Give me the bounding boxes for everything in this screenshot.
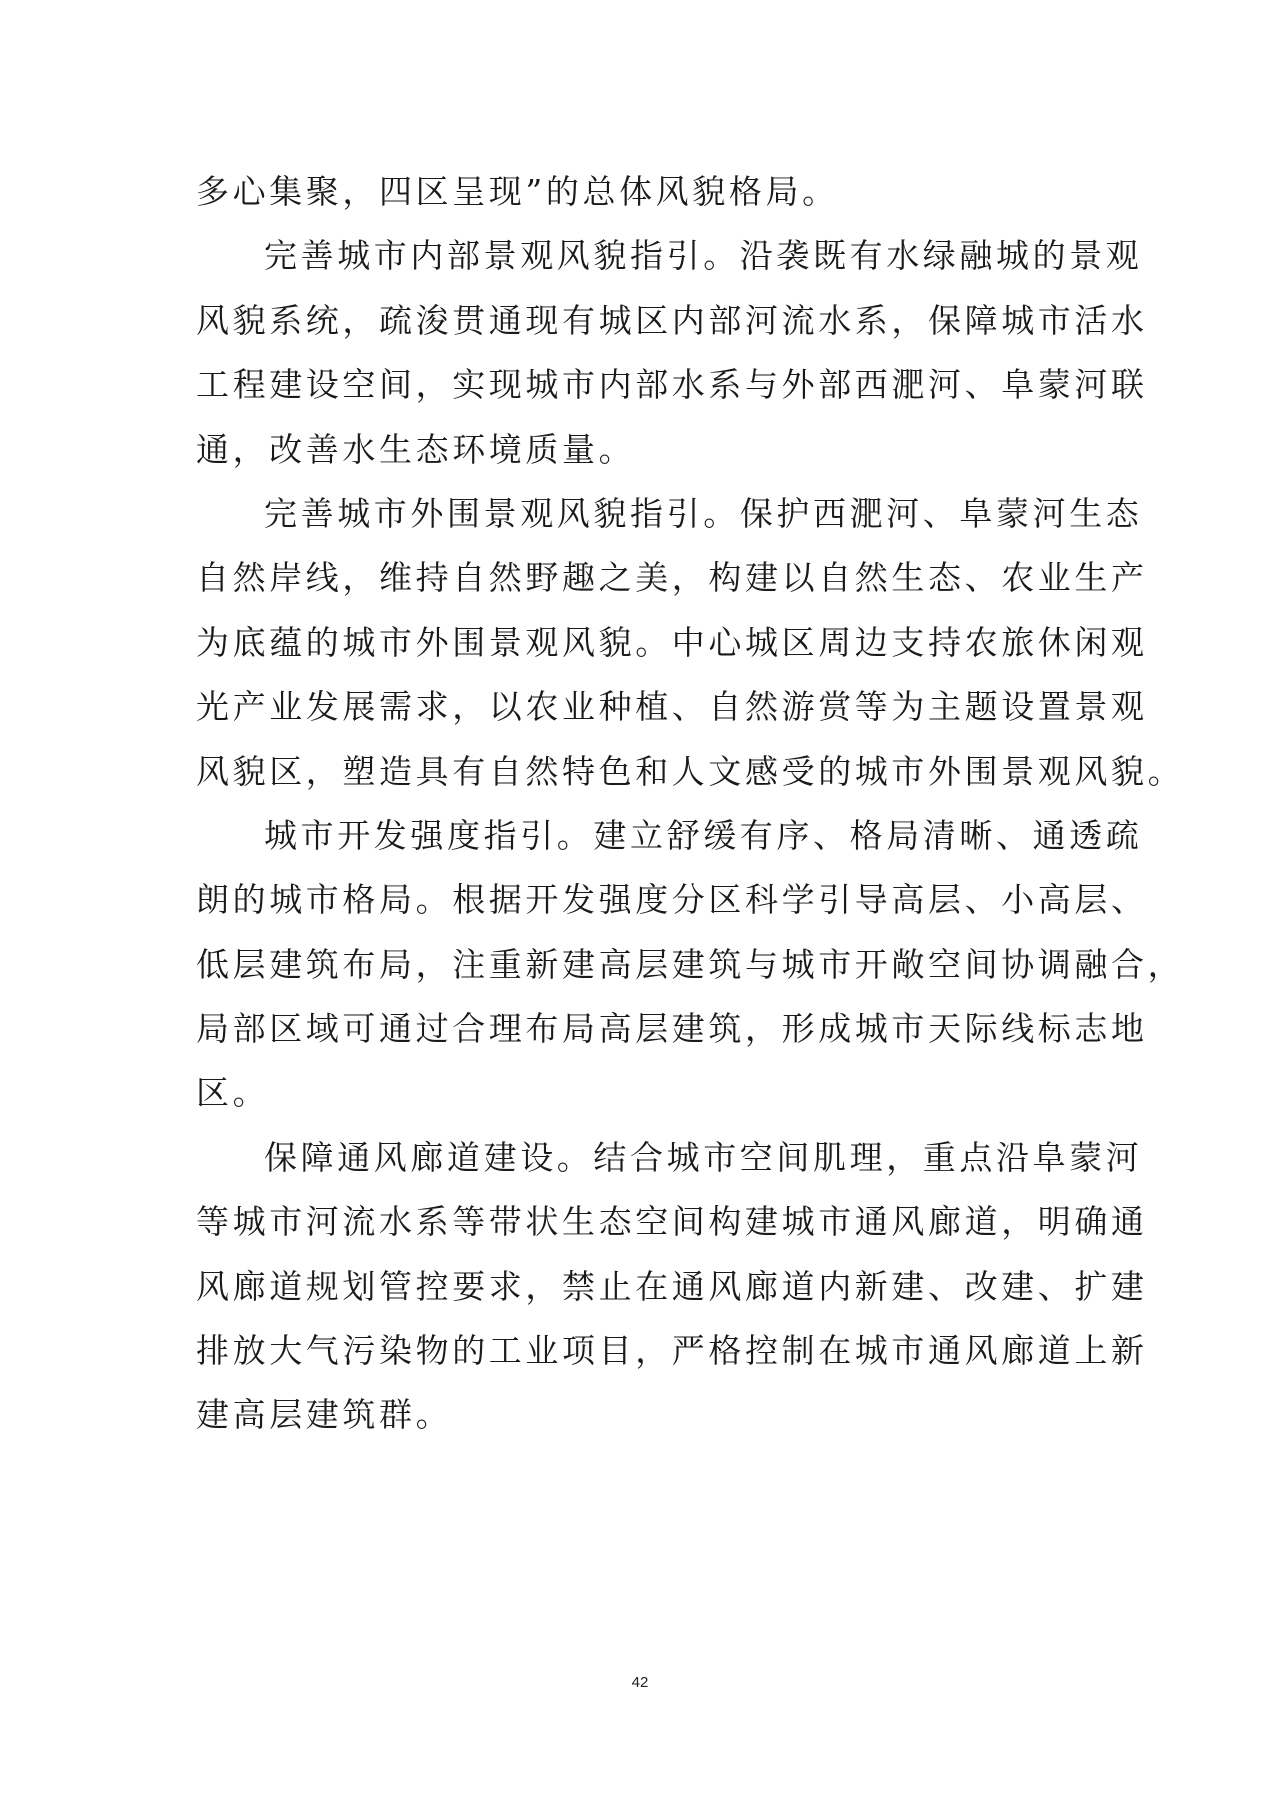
page-number: 42 <box>631 1674 649 1691</box>
text-line: 风廊道规划管控要求，禁止在通风廊道内新建、改建、扩建 <box>196 1266 1148 1306</box>
text-line: 完善城市内部景观风貌指引。沿袭既有水绿融城的景观 <box>264 236 1143 276</box>
text-line: 工程建设空间，实现城市内部水系与外部西淝河、阜蒙河联 <box>196 365 1148 405</box>
text-line: 等城市河流水系等带状生态空间构建城市通风廊道，明确通 <box>196 1202 1148 1242</box>
text-line: 完善城市外围景观风貌指引。保护西淝河、阜蒙河生态 <box>264 493 1143 533</box>
text-line: 风貌系统，疏浚贯通现有城区内部河流水系，保障城市活水 <box>196 300 1148 340</box>
text-line: 光产业发展需求，以农业种植、自然游赏等为主题设置景观 <box>196 687 1148 727</box>
text-line: 朗的城市格局。根据开发强度分区科学引导高层、小高层、 <box>196 880 1148 920</box>
text-line: 低层建筑布局，注重新建高层建筑与城市开敞空间协调融合， <box>196 944 1185 984</box>
text-line: 建高层建筑群。 <box>196 1395 453 1435</box>
text-line: 通，改善水生态环境质量。 <box>196 429 636 469</box>
text-line: 为底蕴的城市外围景观风貌。中心城区周边支持农旅休闲观 <box>196 622 1148 662</box>
text-line: 风貌区，塑造具有自然特色和人文感受的城市外围景观风貌。 <box>196 751 1185 791</box>
text-line: 保障通风廊道建设。结合城市空间肌理，重点沿阜蒙河 <box>264 1137 1143 1177</box>
text-line: 局部区域可通过合理布局高层建筑，形成城市天际线标志地 <box>196 1009 1148 1049</box>
text-line: 城市开发强度指引。建立舒缓有序、格局清晰、通透疏 <box>264 815 1143 855</box>
body-text <box>196 160 1185 1448</box>
text-line: 排放大气污染物的工业项目，严格控制在城市通风廊道上新 <box>196 1331 1148 1371</box>
text-line: 自然岸线，维持自然野趣之美，构建以自然生态、农业生产 <box>196 558 1148 598</box>
text-line: 区。 <box>196 1073 270 1113</box>
text-line: 多心集聚，四区呈现”的总体风貌格局。 <box>196 172 839 211</box>
